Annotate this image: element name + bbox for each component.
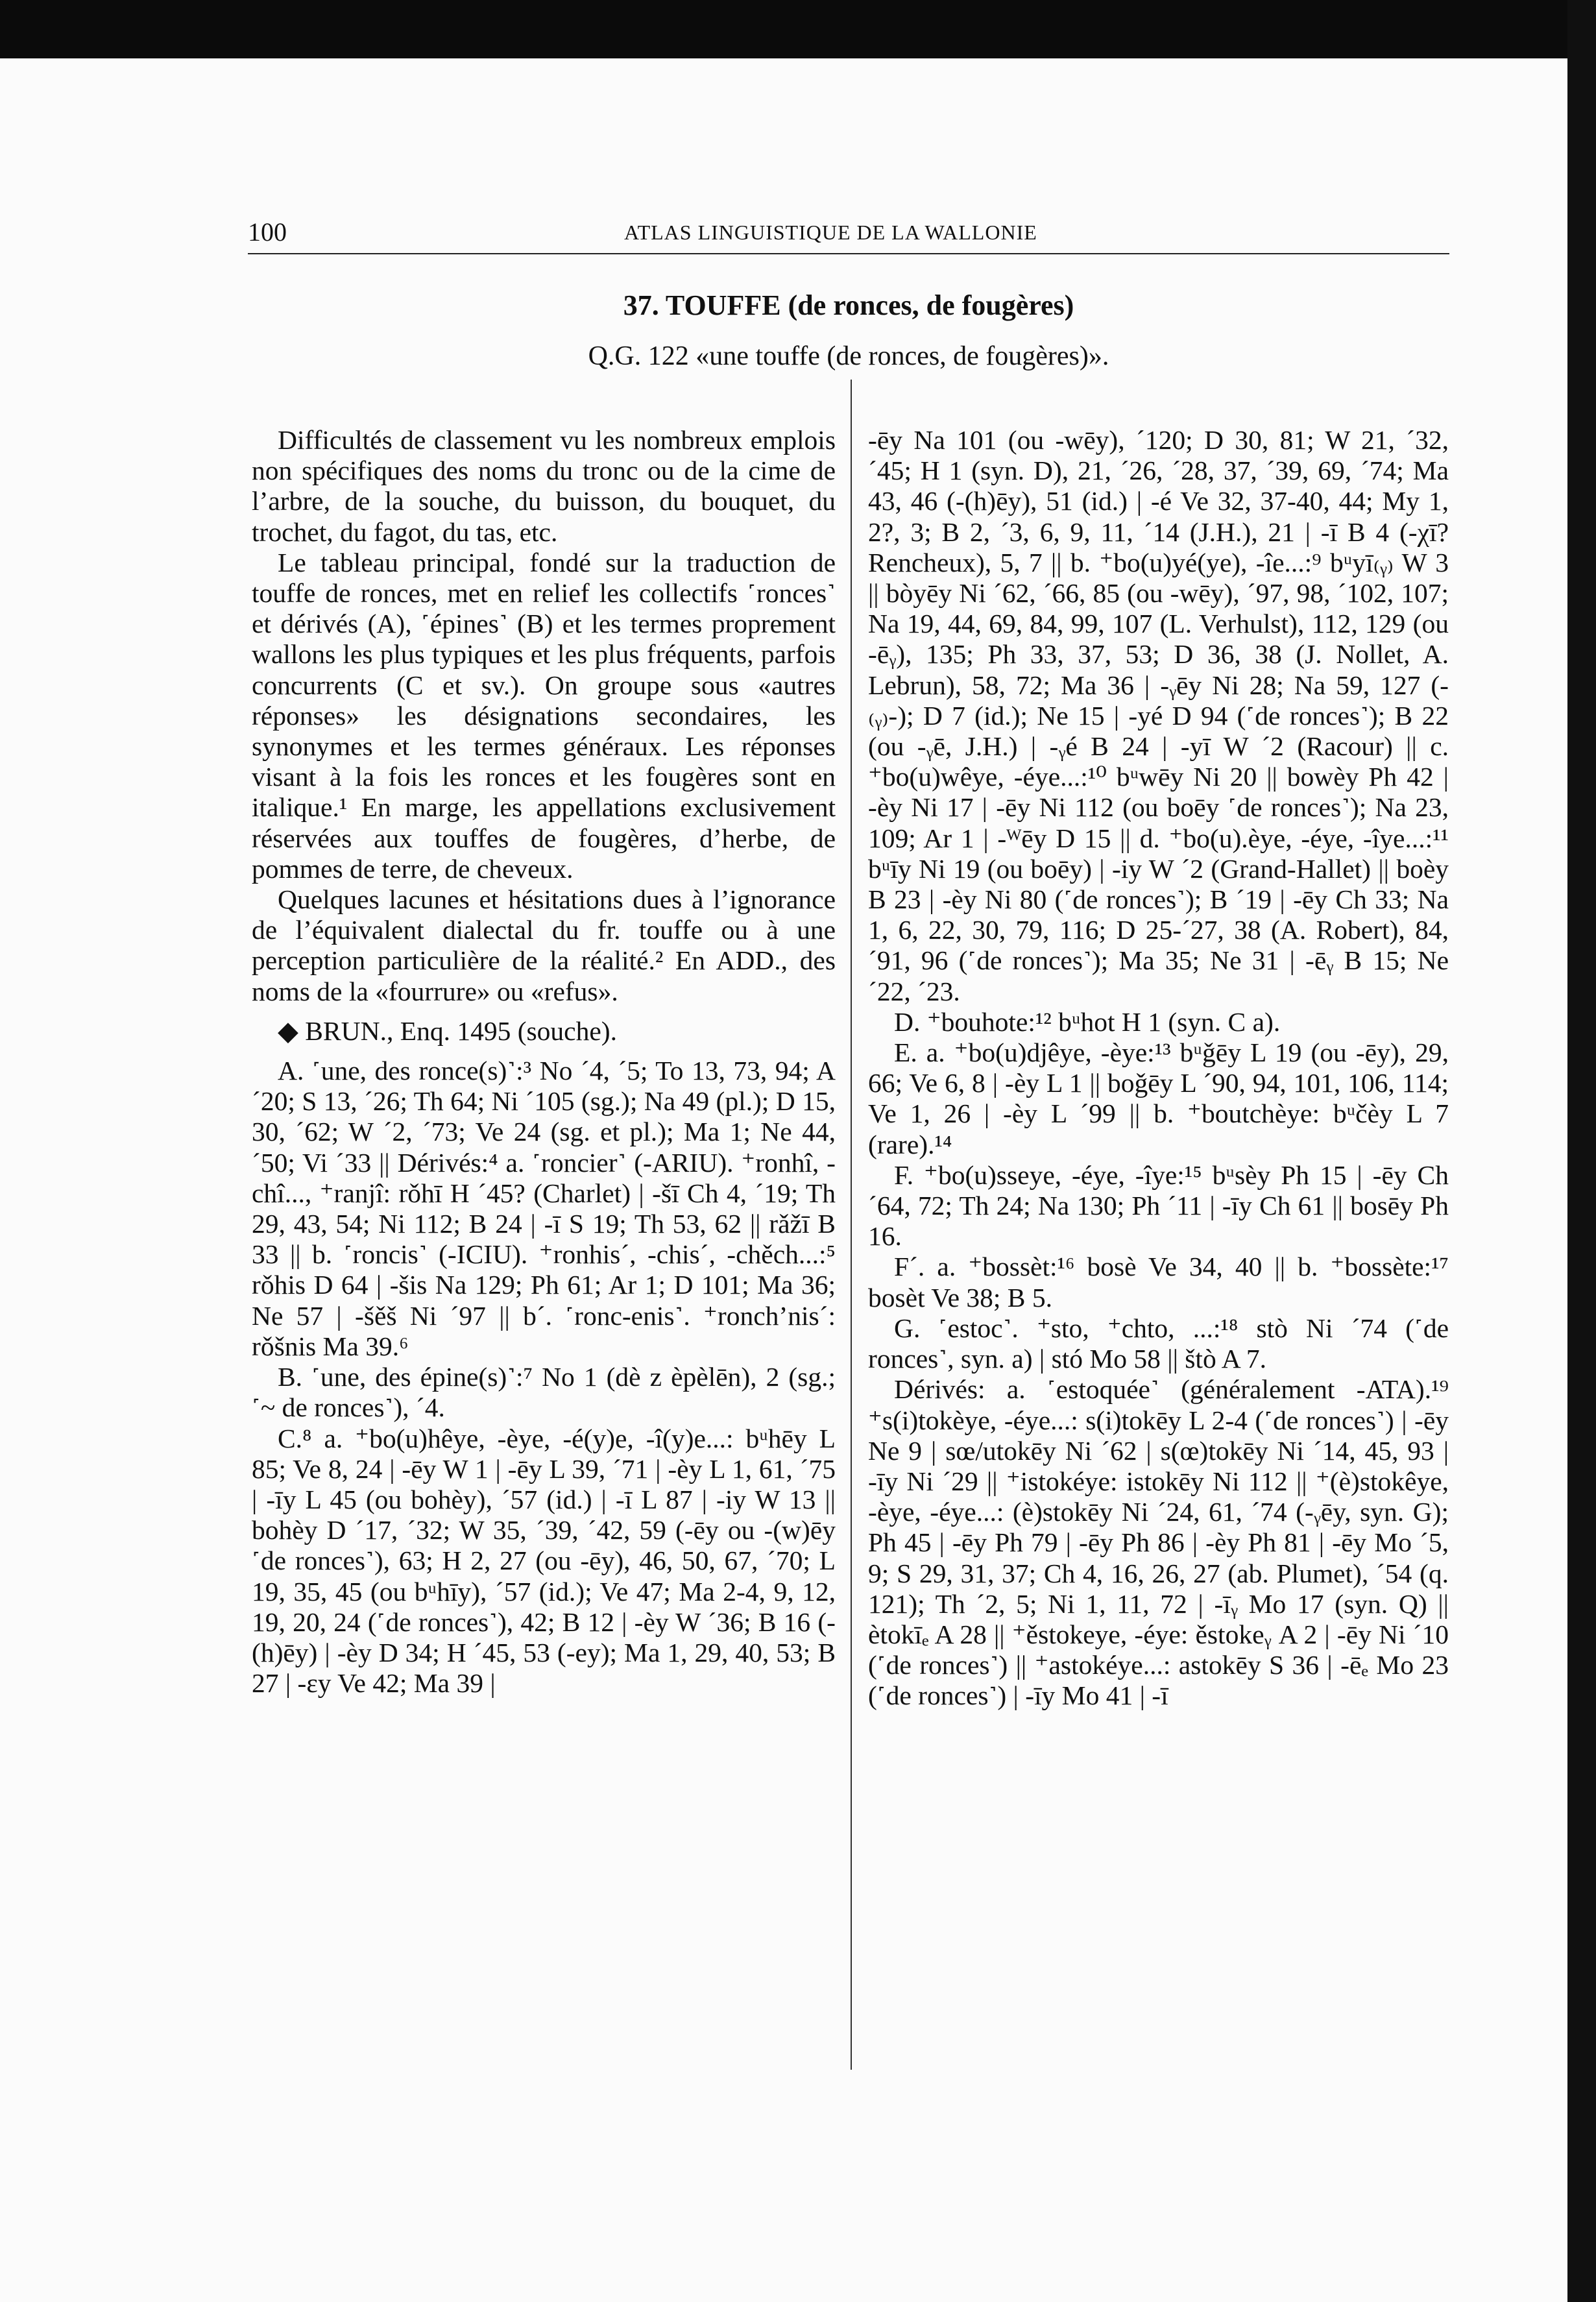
paragraph: A. ˹une, des ronce(s)˺:³ No ´4, ´5; To 13, 73, 94; A ´20; S 13, ´26; Th 64; Ni ´105 (sg.); Na 49 (pl.); D 15, 30, ´62; W ´2, ´73; Ve 24 (sg. et pl.); Ma 1; Ne 44, ´50; Vi ´33 || Dérivés:⁴ a. ˹roncier˺ (-ARIU). ⁺ronhî, -chî..., ⁺ranjî: rǒhī H ´45? (Charlet) | -šī Ch 4, ´19; Th 29, 43, 54; Ni 112; B 24 | -ī S 19; Th 53, 62 || rǎžī B 33 || b. ˹roncis˺ (-ICIU). ⁺ronhis´, -chis´, -chěch...:⁵ rǒhis D 64 | -šis Na 129; Ph 61; Ar 1; D 101; Ma 36; Ne 57 | -šěš Ni ´97 || b´. ˹ronc-enis˺. ⁺ronch’nis´: rǒšnis Ma 39.⁶ bbox=[252, 1056, 836, 1361]
paragraph: F´. a. ⁺bossèt:¹⁶ bosè Ve 34, 40 || b. ⁺bossète:¹⁷ bosèt Ve 38; B 5. bbox=[868, 1252, 1449, 1313]
page-number: 100 bbox=[248, 217, 287, 247]
article-title: 37. TOUFFE (de ronces, de fougères) bbox=[623, 289, 1074, 321]
paragraph: Dérivés: a. ˹estoquée˺ (généralement -ATA).¹⁹ ⁺s(i)tokèye, -éye...: s(i)tokēy L 2-4 (˹de ronces˺) | -ēy Ne 9 | sœ/utokēy Ni ´62 | s(œ)tokēy Ni ´14, 45, 93 | -īy Ni ´29 || ⁺istokéye: istokēy Ni 112 || ⁺(è)stokêye, -èye, -éye...: (è)stokēy Ni ´24, 61, ´74 (-ᵧēy, syn. G); Ph 45 | -ēy Ph 79 | -ēy Ph 86 | -èy Ph 81 | -ēy Mo ´5, 9; S 29, 31, 37; Ch 4, 16, 26, 27 (ab. Plumet), ´54 (q. 121); Th ´2, 5; Ni 1, 11, 72 | -īᵧ Mo 17 (syn. Q) || ètokīₑ A 28 || ⁺ěstokeye, -éye: ěstokeᵧ A 2 | -ēy Ni ´10 (˹de ronces˺) || ⁺astokéye...: astokēy S 36 | -ēₑ Mo 23 (˹de ronces˺) | -īy Mo 41 | -ī bbox=[868, 1374, 1449, 1711]
column-divider bbox=[851, 380, 852, 2070]
paragraph: F. ⁺bo(u)sseye, -éye, -îye:¹⁵ bᵘsèy Ph 15 | -ēy Ch ´64, 72; Th 24; Na 130; Ph ´11 | -īy Ch 61 || bosēy Ph 16. bbox=[868, 1159, 1449, 1252]
paragraph: Difficultés de classement vu les nombreux emplois non spécifiques des noms du tronc ou de la cime de l’arbre, de la souche, du buisson, du bouquet, du trochet, du fagot, du tas, etc. bbox=[252, 425, 836, 547]
article-question: Q.G. 122 «une touffe (de ronces, de fougères)». bbox=[588, 341, 1109, 371]
running-header bbox=[248, 214, 1449, 254]
paragraph: -ēy Na 101 (ou -wēy), ´120; D 30, 81; W 21, ´32, ´45; H 1 (syn. D), 21, ´26, ´28, 37, ´39, 69, ´74; Ma 43, 46 (-(h)ēy), 51 (id.) | -é Ve 32, 37-40, 44; My 1, 2?, 3; B 2, ´3, 6, 9, 11, ´14 (J.H.), 21 | -ī B 4 (-χī? Rencheux), 5, 7 || b. ⁺bo(u)yé(ye), -îe...:⁹ bᵘyī₍ᵧ₎ W 3 || bòyēy Ni ´62, ´66, 85 (ou -wēy), ´97, 98, ´102, 107; Na 19, 44, 69, 84, 99, 107 (L. Verhulst), 112, 129 (ou -ēᵧ), 135; Ph 33, 37, 53; D 36, 38 (J. Nollet, A. Lebrun), 58, 72; Ma 36 | -ᵧēy Ni 28; Na 59, 127 (-₍ᵧ₎-); D 7 (id.); Ne 15 | -yé D 94 (˹de ronces˺); B 22 (ou -ᵧē, J.H.) | -ᵧé B 24 | -yī W ´2 (Racour) || c. ⁺bo(u)wêye, -éye...:¹⁰ bᵘwēy Ni 20 || bowèy Ph 42 | -èy Ni 17 | -ēy Ni 112 (ou boēy ˹de ronces˺); Na 23, 109; Ar 1 | -ᵂēy D 15 || d. ⁺bo(u).èye, -éye, -îye...:¹¹ bᵘīy Ni 19 (ou boēy) | -iy W ´2 (Grand-Hallet) || boèy B 23 | -èy Ni 80 (˹de ronces˺); B ´19 | -ēy Ch 33; Na 1, 6, 22, 30, 79, 116; D 25-´27, 38 (A. Robert), 84, ´91, 96 (˹de ronces˺); Ma 35; Ne 31 | -ēᵧ B 15; Ne ´22, ´23. bbox=[868, 425, 1449, 1006]
paragraph: Quelques lacunes et hésitations dues à l’ignorance de l’équivalent dialectal du fr. touffe ou à une perception particulière de la réalité.² En ADD., des noms de la «fourrure» ou «refus». bbox=[252, 884, 836, 1006]
paragraph: Le tableau principal, fondé sur la traduction de touffe de ronces, met en relief les collectifs ˹ronces˺ et dérivés (A), ˹épines˺ (B) et les termes proprement wallons les plus typiques et les plus fréquents, parfois concurrents (C et sv.). On groupe sous «autres réponses» les désignations secondaires, les synonymes et les termes généraux. Les réponses visant à la fois les ronces et les fougères sont en italique.¹ En marge, les appellations exclusivement réservées aux touffes de fougères, d’herbe, de pommes de terre, de cheveux. bbox=[252, 547, 836, 884]
scan-top-border bbox=[0, 0, 1596, 58]
paragraph: D. ⁺bouhote:¹² bᵘhot H 1 (syn. C a). bbox=[894, 1006, 1281, 1037]
right-column bbox=[868, 425, 1449, 1712]
left-column bbox=[252, 425, 836, 1699]
running-title: ATLAS LINGUISTIQUE DE LA WALLONIE bbox=[624, 221, 1037, 244]
paragraph: C.⁸ a. ⁺bo(u)hêye, -èye, -é(y)e, -î(y)e...: bᵘhēy L 85; Ve 8, 24 | -ēy W 1 | -ēy L 39, ´71 | -èy L 1, 61, ´75 | -īy L 45 (ou bohèy), ´57 (id.) | -ī L 87 | -iy W 13 || bohèy D ´17, ´32; W 35, ´39, ´42, 59 (-ēy ou -(w)ēy ˹de ronces˺), 63; H 2, 27 (ou -ēy), 46, 50, 67, ´70; L 19, 35, 45 (ou bᵘhīy), ´57 (id.); Ve 47; Ma 2-4, 9, 12, 19, 20, 24 (˹de ronces˺), 42; B 12 | -èy W ´36; B 16 (-(h)ēy) | -èy D 34; H ´45, 53 (-ey); Ma 1, 29, 40, 53; B 27 | -ɛy Ve 42; Ma 39 | bbox=[252, 1423, 836, 1699]
paragraph: G. ˹estoc˺. ⁺sto, ⁺chto, ...:¹⁸ stò Ni ´74 (˹de ronces˺, syn. a) | stó Mo 58 || štò A 7. bbox=[868, 1313, 1449, 1374]
paragraph: B. ˹une, des épine(s)˺:⁷ No 1 (dè z èpèlēn), 2 (sg.; ˹~ de ronces˺), ´4. bbox=[252, 1362, 836, 1423]
paragraph: ◆ BRUN., Enq. 1495 (souche). bbox=[278, 1015, 617, 1046]
scan-right-border bbox=[1567, 0, 1596, 2302]
paragraph: E. a. ⁺bo(u)djêye, -èye:¹³ bᵘǧēy L 19 (ou -ēy), 29, 66; Ve 6, 8 | -èy L 1 || boǧēy L ´90, 94, 101, 106, 114; Ve 1, 26 | -èy L ´99 || b. ⁺boutchèye: bᵘčèy L 7 (rare).¹⁴ bbox=[868, 1037, 1449, 1159]
